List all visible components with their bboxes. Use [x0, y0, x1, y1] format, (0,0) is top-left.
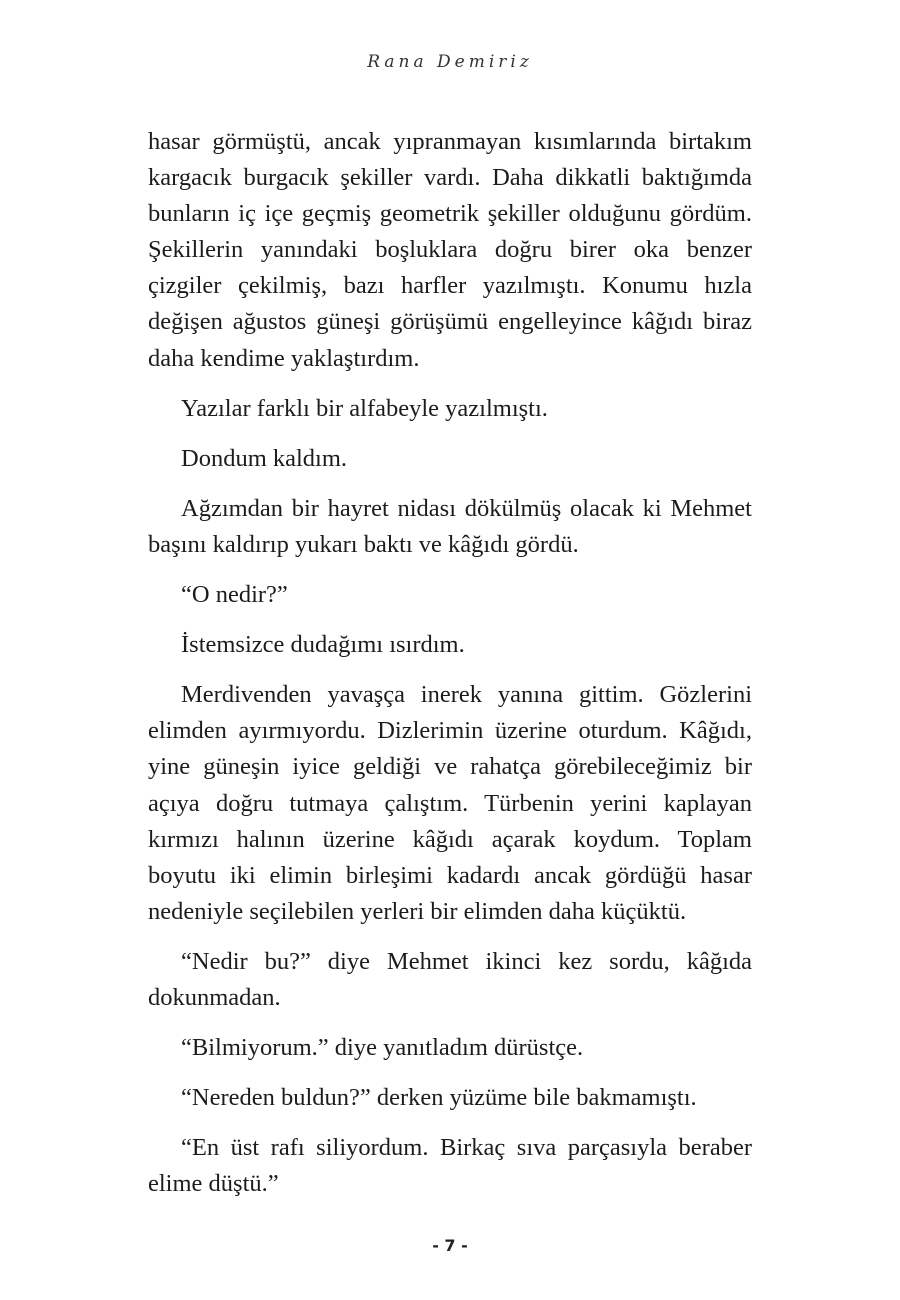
paragraph: Yazılar farklı bir alfabeyle yazılmıştı.	[181, 394, 548, 422]
dialogue-line: “En üst rafı siliyordum. Birkaç sıva parçasıyla beraber elime düştü.”	[148, 1134, 752, 1198]
dialogue-line: “Nereden buldun?” derken yüzüme bile bakmamıştı.	[181, 1084, 697, 1112]
dialogue-line: “Nedir bu?” diye Mehmet ikinci kez sordu, kâğıda dokunmadan.	[148, 947, 752, 1011]
body-text	[148, 124, 752, 1216]
paragraph: hasar görmüştü, ancak yıpranmayan kısımlarında birtakım kargacık burgacık şekiller vardı. Daha dikkatli baktığımda bunların iç içe geçmiş geometrik şekiller olduğunu gördüm. Şekillerin yanındaki boşluklara doğru birer oka benzer çizgiler çekilmiş, bazı harfler yazılmıştı. Konumu hızla değişen ağustos güneşi görüşümü engelleyince kâğıdı biraz daha kendime yaklaştırdım.	[148, 128, 752, 372]
running-head-author: Rana Demiriz	[367, 52, 533, 72]
dialogue-line: “Bilmiyorum.” diye yanıtladım dürüstçe.	[181, 1034, 584, 1062]
dialogue-line: “O nedir?”	[181, 581, 288, 609]
paragraph: Ağzımdan bir hayret nidası dökülmüş olacak ki Mehmet başını kaldırıp yukarı baktı ve kâğıdı gördü.	[148, 494, 752, 558]
paragraph: Dondum kaldım.	[181, 444, 348, 472]
paragraph: İstemsizce dudağımı ısırdım.	[181, 631, 465, 659]
page-number: - 7 -	[432, 1236, 468, 1255]
paragraph: Merdivenden yavaşça inerek yanına gittim. Gözlerini elimden ayırmıyordu. Dizlerimin üzerine oturdum. Kâğıdı, yine güneşin iyice geldiği ve rahatça görebileceğimiz bir açıya doğru tutmaya çalıştım. Türbenin yerini kaplayan kırmızı halının üzerine kâğıdı açarak koydum. Toplam boyutu iki elimin birleşimi kadardı ancak gördüğü hasar nedeniyle seçilebilen yerleri bir elimden daha küçüktü.	[148, 681, 752, 925]
